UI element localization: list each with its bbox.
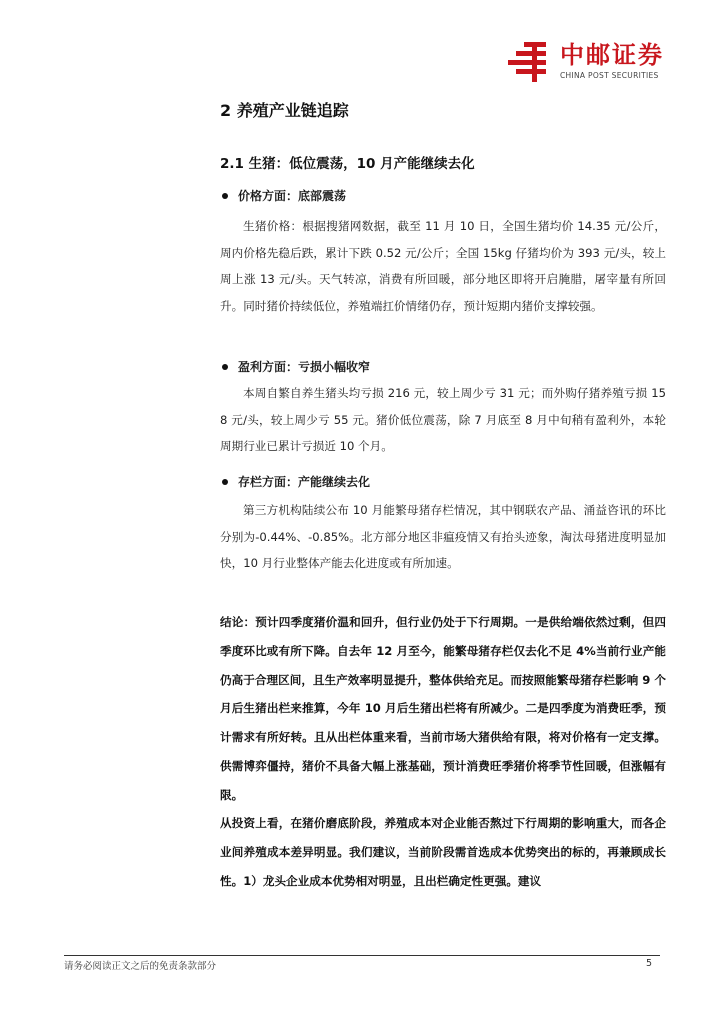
brand-name-cn: 中邮证券 (560, 41, 664, 69)
inventory-paragraph: 第三方机构陆续公布 10 月能繁母猪存栏情况，其中钢联农产品、涌益咨讯的环比分别为-0.44%、-0.85%。北方部分地区非瘟疫情又有抬头迹象，淘汰母猪进度明显加快，10 月行业整体产能去化进度或有所加速。 (220, 503, 666, 571)
bullet-dot-icon (222, 193, 228, 199)
section-title: 2 养殖产业链追踪 (220, 101, 349, 120)
brand-name-en: CHINA POST SECURITIES (560, 71, 659, 80)
footer-divider (64, 955, 660, 956)
china-post-logo-icon (508, 42, 554, 82)
profit-paragraph: 本周自繁自养生猪头均亏损 216 元，较上周少亏 31 元；而外购仔猪养殖亏损 158 元/头，较上周少亏 55 元。猪价低位震荡，除 7 月底至 8 月中旬稍有盈利外，本轮周期行业已累计亏损近 10 个月。 (220, 386, 666, 454)
bullet-dot-icon (222, 479, 228, 485)
company-logo (508, 40, 668, 86)
bullet-heading-text: 存栏方面：产能继续去化 (238, 475, 371, 489)
footer-disclaimer: 请务必阅读正文之后的免责条款部分 (64, 961, 217, 972)
bullet-inventory-heading (222, 472, 370, 492)
bullet-profit-heading (222, 357, 370, 377)
subsection-title: 2.1 生猪：低位震荡，10 月产能继续去化 (220, 156, 475, 172)
page-number: 5 (646, 958, 653, 969)
bullet-price-heading (222, 186, 346, 206)
bullet-dot-icon (222, 364, 228, 370)
investment-paragraph: 从投资上看，在猪价磨底阶段，养殖成本对企业能否熬过下行周期的影响重大，而各企业间养殖成本差异明显。我们建议，当前阶段需首选成本优势突出的标的，再兼顾成长性。1）龙头企业成本优势相对明显，且出栏确定性更强。建议 (220, 816, 666, 888)
bullet-heading-text: 盈利方面：亏损小幅收窄 (238, 360, 371, 374)
price-paragraph: 生猪价格：根据搜猪网数据，截至 11 月 10 日，全国生猪均价 14.35 元/公斤，周内价格先稳后跌，累计下跌 0.52 元/公斤；全国 15kg 仔猪均价为 393 元/头，较上周上涨 13 元/头。天气转凉，消费有所回暖，部分地区即将开启腌腊，屠宰量有所回升。同时猪价持续低位，养殖端扛价情绪仍存，预计短期内猪价支撑较强。 (220, 219, 666, 313)
conclusion-paragraph: 结论：预计四季度猪价温和回升，但行业仍处于下行周期。一是供给端依然过剩，但四季度环比或有所下降。自去年 12 月至今，能繁母猪存栏仅去化不足 4%当前行业产能仍高于合理区间，且生产效率明显提升，整体供给充足。而按照能繁母猪存栏影响 9 个月后生猪出栏来推算，今年 10 月后生猪出栏将有所减少。二是四季度为消费旺季，预计需求有所好转。且从出栏体重来看，当前市场大猪供给有限，将对价格有一定支撑。供需博弈僵持，猪价不具备大幅上涨基础，预计消费旺季猪价将季节性回暖，但涨幅有限。 (220, 615, 666, 802)
bullet-heading-text: 价格方面：底部震荡 (238, 189, 347, 203)
